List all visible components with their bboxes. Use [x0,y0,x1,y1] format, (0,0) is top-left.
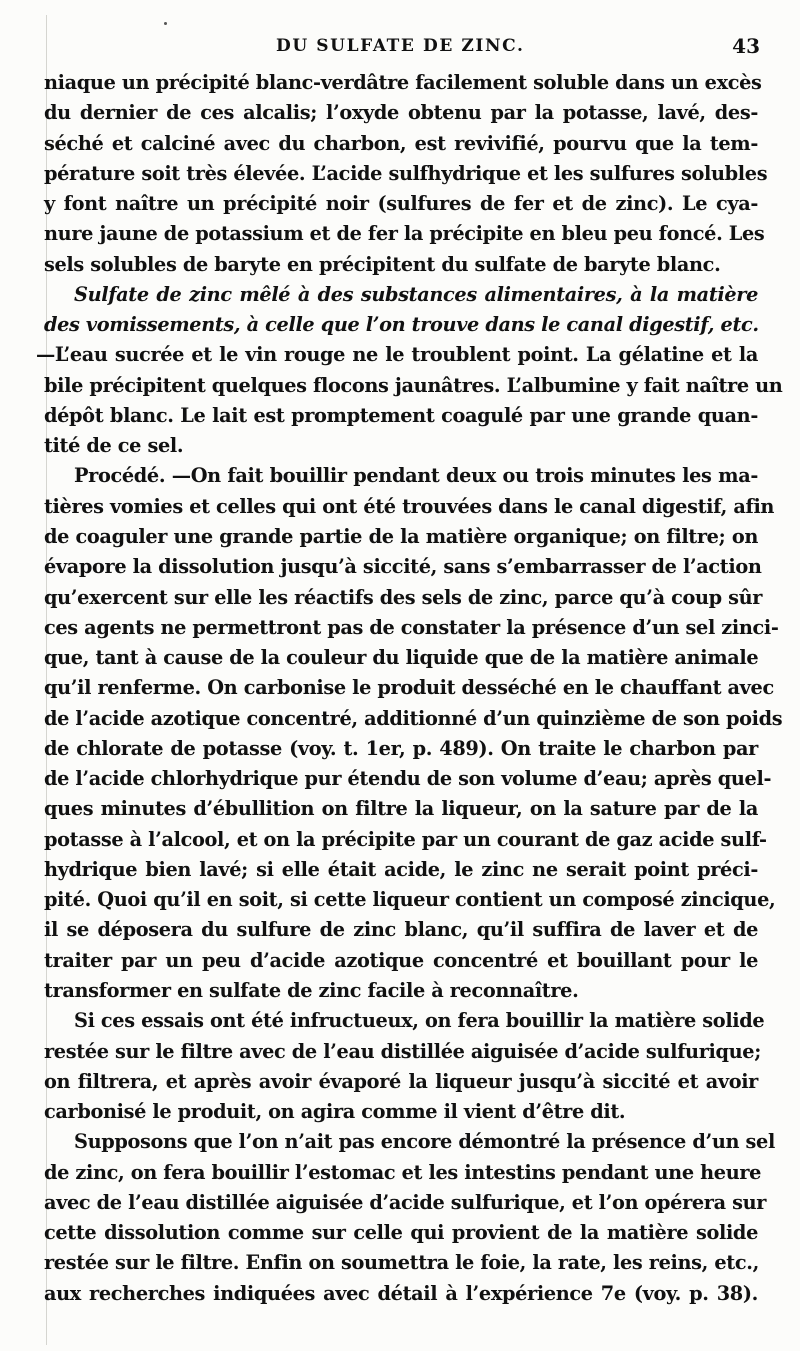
text-line: restée sur le filtre avec de l’eau distillée aiguisée d’acide sulfurique; [44,1039,761,1063]
text-line: potasse à l’alcool, et on la précipite par un courant de gaz acide sulf- [44,827,767,851]
text-line: de chlorate de potasse (voy. t. 1er, p. 489). On traite le charbon par [44,736,758,760]
text-line: aux recherches indiquées avec détail à l’expérience 7e (voy. p. 38). [44,1281,758,1305]
text-line: il se déposera du sulfure de zinc blanc, qu’il suffira de laver et de [44,918,758,942]
text-line: carbonisé le produit, on agira comme il vient d’être dit. [44,1100,626,1124]
text-line: de zinc, on fera bouillir l’estomac et les intestins pendant une heure [44,1160,762,1184]
body-text [36,68,783,1309]
text-line: —L’eau sucrée et le vin rouge ne le troublent point. La gélatine et la [36,343,758,367]
text-line: que, tant à cause de la couleur du liquide que de la matière animale [44,646,759,670]
page-header [40,36,760,62]
text-line: Supposons que l’on n’ait pas encore démontré la présence d’un sel [74,1130,775,1154]
text-line: des vomissements, à celle que l’on trouve dans le canal digestif, etc. [44,313,759,337]
text-line: niaque un précipité blanc-verdâtre facilement soluble dans un excès [44,71,762,94]
text-line: séché et calciné avec du charbon, est revivifié, pourvu que la tem- [44,131,758,155]
text-line: hydrique bien lavé; si elle était acide, le zinc ne serait point préci- [44,857,758,881]
text-line: cette dissolution comme sur celle qui provient de la matière solide [44,1221,758,1245]
text-line: de coaguler une grande partie de la matière organique; on filtre; on [44,524,758,548]
text-line: qu’exercent sur elle les réactifs des sels de zinc, parce qu’à coup sûr [44,585,763,609]
text-line: y font naître un précipité noir (sulfures de fer et de zinc). Le cya- [44,192,758,216]
text-line: pité. Quoi qu’il en soit, si cette liqueur contient un composé zincique, [44,888,776,912]
text-line: restée sur le filtre. Enfin on soumettra le foie, la rate, les reins, etc., [44,1251,759,1275]
text-line: Procédé. —On fait bouillir pendant deux ou trois minutes les ma- [74,464,758,488]
text-line: Si ces essais ont été infructueux, on fera bouillir la matière solide [74,1009,765,1033]
text-line: transformer en sulfate de zinc facile à reconnaître. [44,978,579,1002]
text-line: de l’acide chlorhydrique pur étendu de son volume d’eau; après quel- [44,767,772,791]
text-line: traiter par un peu d’acide azotique concentré et bouillant pour le [44,948,758,972]
text-line: tité de ce sel. [44,434,184,458]
text-line: du dernier de ces alcalis; l’oxyde obtenu par la potasse, lavé, des- [44,101,758,125]
text-line: Sulfate de zinc mêlé à des substances alimentaires, à la matière [74,282,758,306]
text-line: ces agents ne permettront pas de constater la présence d’un sel zinci- [44,615,779,639]
text-line: bile précipitent quelques flocons jaunâtres. L’albumine y fait naître un [44,373,783,397]
text-line: de l’acide azotique concentré, additionné d’un quinzième de son poids [44,706,783,730]
text-line: on filtrera, et après avoir évaporé la liqueur jusqu’à siccité et avoir [44,1069,758,1093]
text-line: tières vomies et celles qui ont été trouvées dans le canal digestif, afin [44,494,775,518]
text-line: évapore la dissolution jusqu’à siccité, sans s’embarrasser de l’action [44,555,762,579]
running-head: DU SULFATE DE ZINC. [276,36,525,56]
text-line: dépôt blanc. Le lait est promptement coagulé par une grande quan- [44,403,758,427]
text-line: avec de l’eau distillée aiguisée d’acide sulfurique, et l’on opérera sur [44,1190,767,1214]
text-line: ques minutes d’ébullition on filtre la liqueur, on la sature par de la [44,797,758,821]
text-line: qu’il renferme. On carbonise le produit desséché en le chauffant avec [44,676,774,700]
text-line: sels solubles de baryte en précipitent du sulfate de baryte blanc. [44,252,721,276]
text-line: pérature soit très élevée. L’acide sulfhydrique et les sulfures solubles [44,161,768,185]
page-number: 43 [732,34,760,58]
text-line: nure jaune de potassium et de fer la précipite en bleu peu foncé. Les [44,222,765,246]
print-speck [164,22,167,25]
